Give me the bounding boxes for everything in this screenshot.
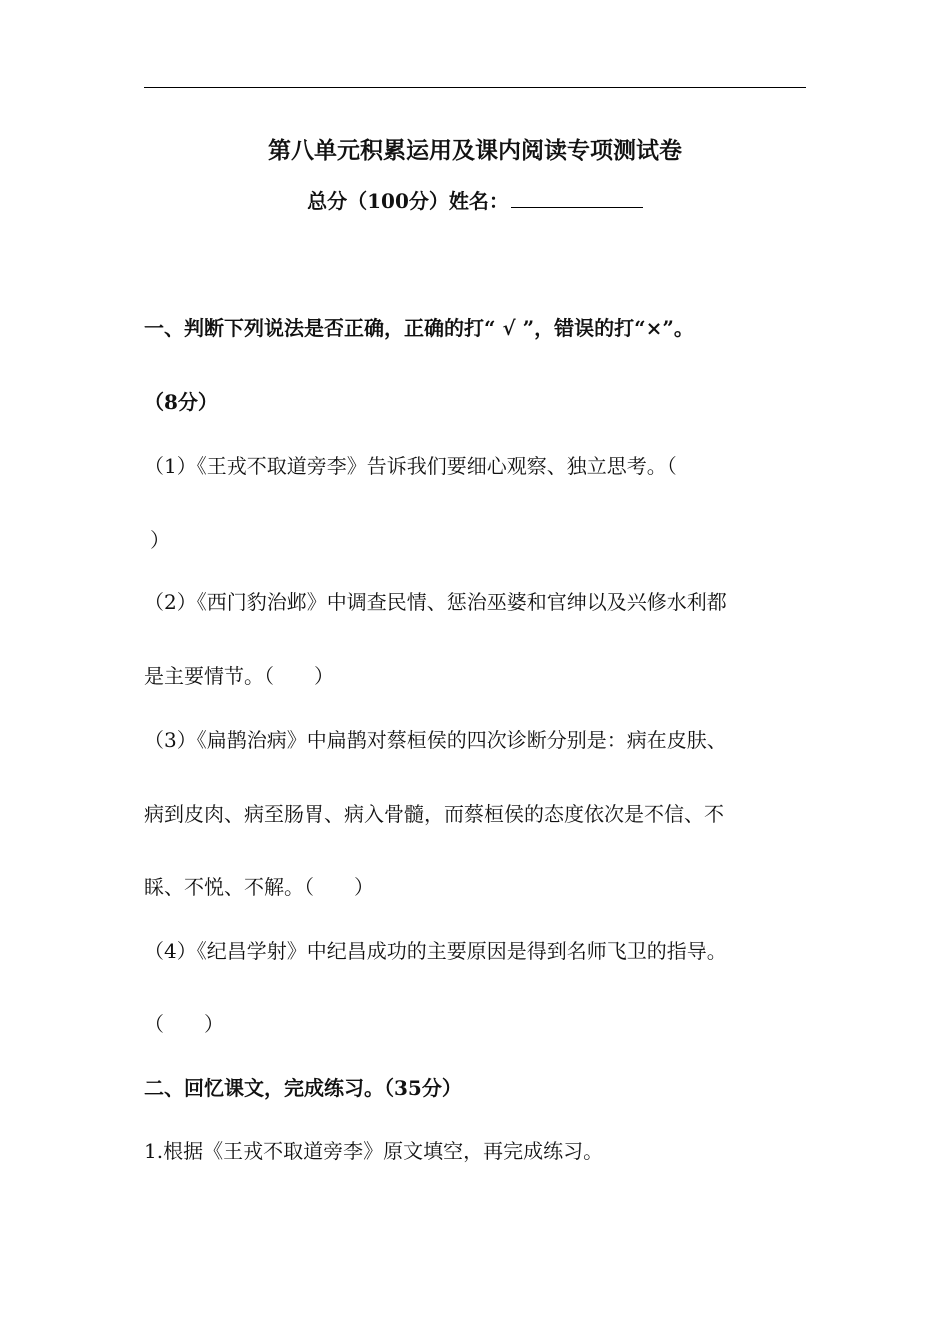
page-title: 第八单元积累运用及课内阅读专项测试卷 bbox=[268, 137, 682, 164]
score-label: 总分（100分）姓名： bbox=[307, 189, 509, 213]
question-item-3-line1: （3）《扁鹊治病》中扁鹊对蔡桓侯的四次诊断分别是：病在皮肤、 bbox=[144, 728, 727, 752]
question-item-3-line2: 病到皮肉、病至肠胃、病入骨髓，而蔡桓侯的态度依次是不信、不 bbox=[144, 802, 724, 826]
name-blank-field[interactable] bbox=[511, 187, 643, 208]
section2-heading: 二、回忆课文，完成练习。（35分） bbox=[144, 1076, 462, 1100]
question-item-4-line1: （4）《纪昌学射》中纪昌成功的主要原因是得到名师飞卫的指导。 bbox=[144, 939, 727, 963]
question-item-2-line1: （2）《西门豹治邺》中调查民情、惩治巫婆和官绅以及兴修水利都 bbox=[144, 590, 727, 614]
section1-points: （8分） bbox=[144, 390, 218, 414]
section1-heading: 一、判断下列说法是否正确，正确的打“ √ ”，错误的打“×”。 bbox=[144, 316, 694, 340]
question-item-3-line3: 睬、不悦、不解。（ ） bbox=[144, 875, 374, 899]
section2-question-1: 1.根据《王戎不取道旁李》原文填空，再完成练习。 bbox=[144, 1139, 604, 1163]
header-rule bbox=[144, 87, 806, 88]
question-item-1-line1: （1）《王戎不取道旁李》告诉我们要细心观察、独立思考。（ bbox=[144, 454, 677, 478]
question-item-2-line2: 是主要情节。（ ） bbox=[144, 664, 334, 688]
question-item-1-line2: ） bbox=[150, 528, 170, 552]
score-and-name-line bbox=[0, 186, 950, 216]
question-item-4-line2: （ ） bbox=[144, 1012, 224, 1036]
